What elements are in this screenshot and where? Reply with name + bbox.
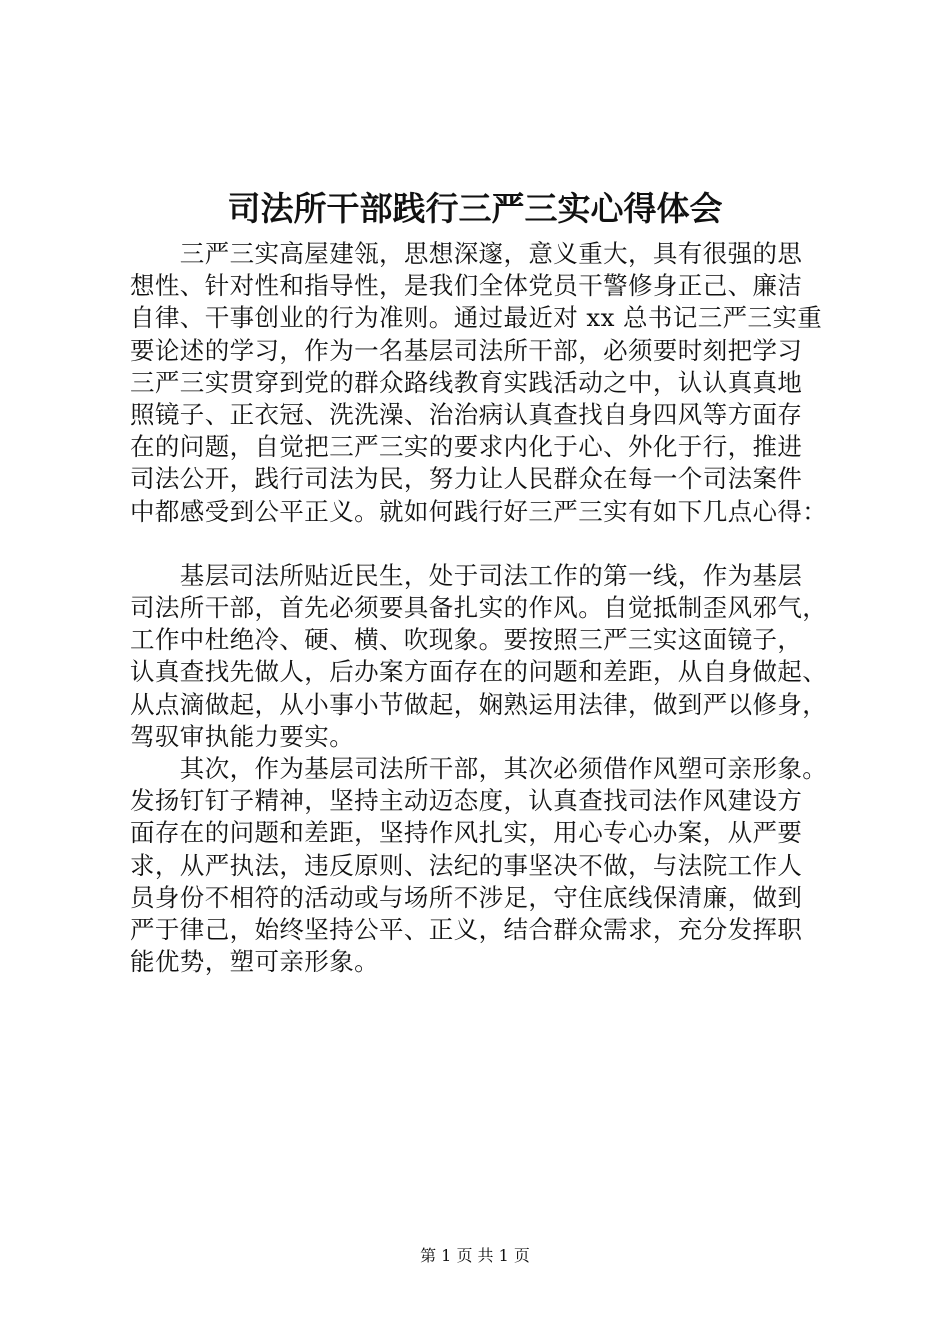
body-line: 从点滴做起，从小事小节做起，娴熟运用法律，做到严以修身， bbox=[130, 689, 828, 719]
body-line: 自律、干事创业的行为准则。通过最近对 xx 总书记三严三实重 bbox=[130, 303, 823, 333]
body-line: 司法公开，践行司法为民，努力让人民群众在每一个司法案件 bbox=[130, 464, 803, 494]
body-line: 员身份不相符的活动或与场所不涉足，守住底线保清廉，做到 bbox=[130, 882, 803, 912]
body-line: 认真查找先做人，后办案方面存在的问题和差距，从自身做起、 bbox=[130, 657, 828, 687]
body-line: 发扬钉钉子精神，坚持主动迈态度，认真查找司法作风建设方 bbox=[130, 786, 803, 816]
document-title: 司法所干部践行三严三实心得体会 bbox=[227, 189, 723, 228]
body-line: 中都感受到公平正义。就如何践行好三严三实有如下几点心得： bbox=[130, 496, 828, 526]
body-line: 司法所干部，首先必须要具备扎实的作风。自觉抵制歪风邪气， bbox=[130, 593, 828, 623]
body-line: 严于律己，始终坚持公平、正义，结合群众需求，充分发挥职 bbox=[130, 914, 803, 944]
document-body bbox=[130, 238, 830, 978]
body-line: 面存在的问题和差距，坚持作风扎实，用心专心办案，从严要 bbox=[130, 818, 803, 848]
paragraph-gap bbox=[130, 528, 830, 560]
page-footer: 第 1 页 共 1 页 bbox=[420, 1246, 530, 1265]
body-line: 三严三实贯穿到党的群众路线教育实践活动之中，认认真真地 bbox=[130, 367, 803, 397]
body-line: 三严三实高屋建瓴，思想深邃，意义重大，具有很强的思 bbox=[130, 239, 803, 268]
body-line: 能优势，塑可亲形象。 bbox=[130, 947, 379, 977]
body-line: 求，从严执法，违反原则、法纪的事坚决不做，与法院工作人 bbox=[130, 850, 803, 880]
body-line: 照镜子、正衣冠、洗洗澡、治治病认真查找自身四风等方面存 bbox=[130, 399, 803, 429]
body-line: 基层司法所贴近民生，处于司法工作的第一线，作为基层 bbox=[130, 560, 803, 590]
body-line: 想性、针对性和指导性，是我们全体党员干警修身正己、廉洁 bbox=[130, 271, 803, 301]
body-line: 其次，作为基层司法所干部，其次必须借作风塑可亲形象。 bbox=[130, 754, 828, 783]
body-line: 在的问题，自觉把三严三实的要求内化于心、外化于行，推进 bbox=[130, 432, 803, 462]
body-line: 要论述的学习，作为一名基层司法所干部，必须要时刻把学习 bbox=[130, 335, 803, 365]
body-line: 工作中杜绝冷、硬、横、吹现象。要按照三严三实这面镜子， bbox=[130, 625, 803, 655]
body-line: 驾驭审执能力要实。 bbox=[130, 721, 355, 751]
